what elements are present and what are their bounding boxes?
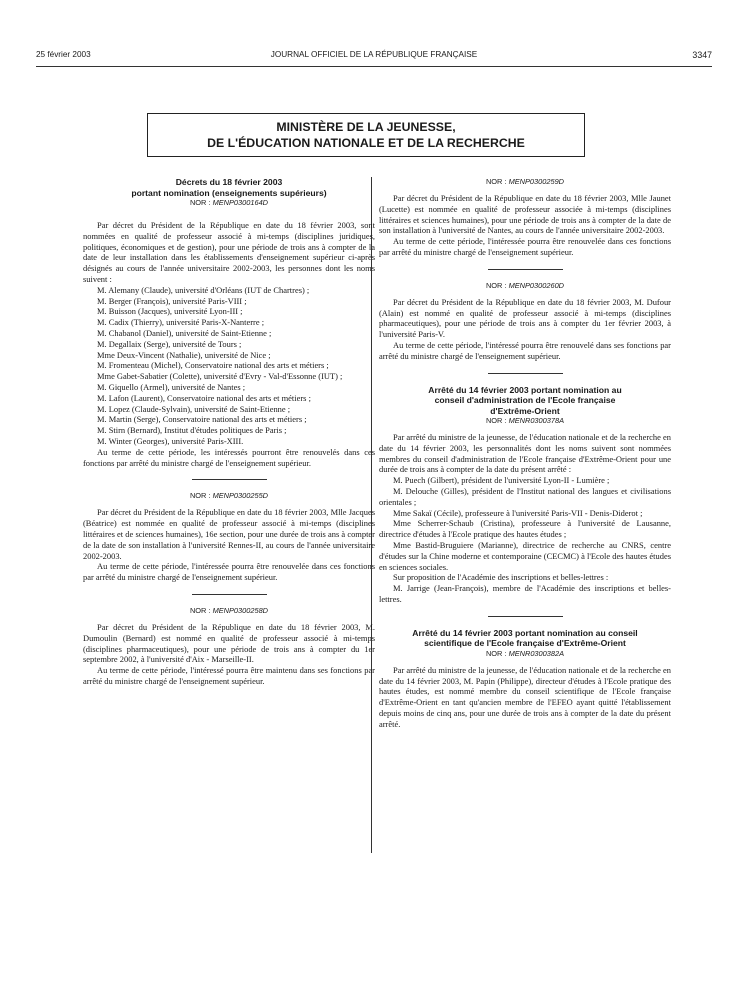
list-item: Mme Gabet-Sabatier (Colette), université d'Evry - Val-d'Essonne (IUT) ;	[97, 371, 343, 382]
header-date: 25 février 2003	[36, 50, 91, 59]
list-item: M. Giquello (Armel), université de Nantes ;	[97, 381, 246, 392]
decree-body: Par décret du Président de la République en date du 18 février 2003, M. Dumoulin (Bernard) est nommé en qualité de professeur associé à mi-temps (disciplines pharmaceutiques), pour une période de trois ans à compter du 1er septembre 2002, à l'université d'Aix - Marseille-II.	[83, 621, 375, 665]
list-item: M. Delouche (Gilles), président de l'Institut national des langues et civilisations orientales ;	[379, 486, 671, 507]
list-item: Mme Sakaï (Cécile), professeure à l'université Paris-VII - Denis-Diderot ;	[393, 507, 643, 518]
arrete-title: scientifique de l'Ecole française d'Extrême-Orient	[424, 638, 626, 649]
member-list	[379, 475, 671, 572]
ministry-title-box	[147, 113, 585, 157]
list-item: M. Lopez (Claude-Sylvain), université de Saint-Etienne ;	[97, 403, 291, 414]
section-title: Décrets du 18 février 2003	[175, 177, 283, 187]
right-column	[379, 177, 671, 730]
decree-closing: Au terme de cette période, l'intéressé pourra être renouvelé dans ses fonctions par arrêté du ministre chargé de l'enseignement supérieur.	[379, 339, 671, 361]
list-item: M. Jarrige (Jean-François), membre de l'Académie des inscriptions et belles-lettres.	[379, 583, 671, 605]
arrete-body: Par arrêté du ministre de la jeunesse, de l'éducation nationale et de la recherche en date du 14 février 2003, M. Papin (Philippe), directeur d'études à l'Ecole pratique des hautes études, est nommé membre du conseil scientifique de l'Ecole française d'Extrême-Orient en tant qu'ancien membre de l'EFEO ayant quitté l'établissement depuis moins de cinq ans, pour une durée de trois ans à compter de la date du présent arrêté.	[379, 664, 671, 729]
nor-code: MENR0300378A	[508, 416, 565, 426]
nor-reference	[379, 177, 671, 187]
left-column	[83, 177, 375, 687]
list-item: M. Alemany (Claude), université d'Orléans (IUT de Chartres) ;	[97, 284, 310, 295]
list-item: Mme Deux-Vincent (Nathalie), université de Nice ;	[97, 349, 271, 360]
nor-code: MENR0300382A	[508, 648, 565, 658]
decree-intro: Par décret du Président de la République en date du 18 février 2003, sont nommées en qualité de professeur associé à mi-temps (disciplines juridiques, politiques, économiques et de gestion), pour une période de trois ans à compter de la date de leur installation dans les établissements d'enseignement supérieur ci-après désignés au cours de l'année universitaire 2002-2003, les personnes dont les noms suivent :	[83, 220, 375, 284]
appointee-list	[83, 285, 375, 447]
page-header	[36, 50, 712, 66]
list-item: M. Puech (Gilbert), président de l'université Lyon-II - Lumière ;	[393, 475, 610, 486]
journal-title: JOURNAL OFFICIEL DE LA RÉPUBLIQUE FRANÇAISE	[270, 50, 478, 59]
arrete-title: d'Extrême-Orient	[490, 405, 560, 416]
decree-body: Par décret du Président de la République en date du 18 février 2003, Mlle Jacques (Béatrice) est nommée en qualité de professeur associé à mi-temps (disciplines littéraires et de sciences humaines), 16e section, pour une durée de trois ans à compter de la date de son installation à l'université Rennes-II, au cours de l'année universitaire 2002-2003.	[83, 507, 375, 561]
list-item: M. Buisson (Jacques), université Lyon-III ;	[97, 306, 243, 317]
arrete-title: Arrêté du 14 février 2003 portant nomination au conseil	[412, 627, 638, 638]
list-item: M. Fromenteau (Michel), Conservatoire national des arts et métiers ;	[97, 360, 329, 371]
arrete-title: Arrêté du 14 février 2003 portant nomination au	[428, 384, 622, 395]
list-item: M. Berger (François), université Paris-VIII ;	[97, 295, 247, 306]
nor-label: NOR :	[485, 416, 507, 426]
ministry-title-line-1: MINISTÈRE DE LA JEUNESSE,	[276, 120, 456, 134]
list-item: Mme Bastid-Bruguiere (Marianne), directrice de recherche au CNRS, centre d'études sur la Chine moderne et contemporaine (CECMC) à l'Ecole des hautes études en sciences sociales.	[379, 540, 671, 572]
arrete-title: conseil d'administration de l'Ecole française	[434, 395, 616, 406]
list-item: M. Cadix (Thierry), université Paris-X-Nanterre ;	[97, 317, 265, 328]
arrete-intro: Par arrêté du ministre de la jeunesse, de l'éducation nationale et de la recherche en date du 14 février 2003, les personnalités dont les noms suivent sont nommées membres du conseil d'administration de l'Ecole française d'Extrême-Orient pour une durée de trois ans à compter de la date du présent arrêté :	[379, 432, 671, 475]
nor-label: NOR :	[189, 198, 211, 207]
nor-reference	[379, 649, 671, 659]
decree-body: Par décret du Président de la République en date du 18 février 2003, Mlle Jaunet (Lucette) est nommée en qualité de professeur associée à mi-temps (disciplines littéraires et sciences humaines), pour une période de trois ans à compter de la date de son installation à l'université de Nantes, au cours de l'année universitaire 2002-2003.	[379, 193, 671, 236]
nor-label: NOR :	[485, 177, 507, 186]
nor-label: NOR :	[485, 280, 507, 290]
list-item: M. Chabanol (Daniel), université de Saint-Etienne ;	[97, 327, 272, 338]
list-item: M. Degallaix (Serge), université de Tours ;	[97, 338, 242, 349]
list-item: M. Winter (Georges), université Paris-XIII.	[97, 435, 244, 446]
list-item: M. Stirn (Bernard), Institut d'études politiques de Paris ;	[97, 425, 287, 436]
nor-code: MENP0300255D	[212, 491, 269, 501]
ministry-title-line-2: DE L'ÉDUCATION NATIONALE ET DE LA RECHERCHE	[207, 136, 525, 150]
nor-code: MENP0300259D	[508, 177, 565, 186]
nor-code: MENP0300164D	[212, 198, 269, 207]
nor-code: MENP0300260D	[508, 280, 565, 290]
nor-code: MENP0300258D	[212, 605, 269, 615]
list-item: M. Martin (Serge), Conservatoire national des arts et métiers ;	[97, 414, 307, 425]
decree-closing: Au terme de cette période, l'intéressée pourra être renouvelée dans ces fonctions par arrêté du ministre chargé de l'enseignement supérieur.	[379, 236, 671, 257]
list-item: Mme Scherrer-Schaub (Cristina), professeure à l'université de Lausanne, directrice d'études à l'Ecole pratique des hautes études ;	[379, 518, 671, 540]
nor-reference	[379, 281, 671, 291]
list-item: M. Lafon (Laurent), Conservatoire national des arts et métiers ;	[97, 392, 311, 403]
nor-label: NOR :	[485, 648, 507, 658]
nor-reference	[83, 606, 375, 616]
nor-label: NOR :	[189, 605, 211, 615]
page-number: 3347	[692, 50, 712, 60]
decree-closing: Au terme de cette période, les intéressés pourront être renouvelés dans ces fonctions par arrêté du ministre chargé de l'enseignement supérieur.	[83, 446, 375, 468]
arrete-proposal: Sur proposition de l'Académie des inscriptions et belles-lettres :	[393, 572, 609, 583]
decree-body: Par décret du Président de la République en date du 18 février 2003, M. Dufour (Alain) est nommé en qualité de professeur associé à mi-temps (disciplines pharmaceutiques), pour une période de trois ans à compter du 1er février 2003, à l'université Paris-V.	[379, 296, 671, 340]
decree-closing: Au terme de cette période, l'intéressée pourra être renouvelée dans ces fonctions par arrêté du ministre chargé de l'enseignement supérieur.	[83, 561, 375, 583]
section-subtitle: portant nomination (enseignements supérieurs)	[131, 187, 327, 198]
decree-closing: Au terme de cette période, l'intéressé pourra être maintenu dans ses fonctions par arrêté du ministre chargé de l'enseignement supérieur.	[83, 665, 375, 686]
nor-reference	[379, 416, 671, 426]
nor-reference	[83, 198, 375, 208]
nor-reference	[83, 491, 375, 501]
nor-label: NOR :	[189, 491, 211, 501]
header-rule	[36, 66, 712, 67]
